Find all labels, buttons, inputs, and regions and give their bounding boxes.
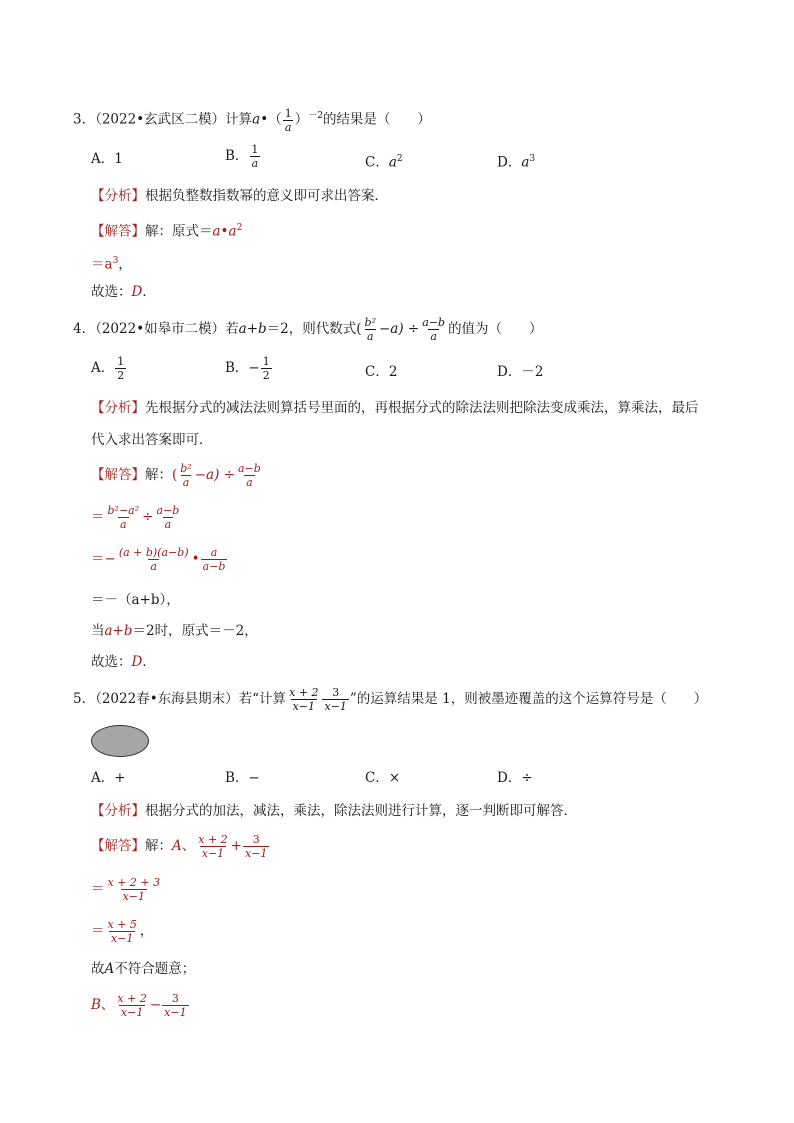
- q4-answer-line5: 当a+b＝2时，原式＝－2，: [91, 623, 258, 639]
- q5-answer-b: B、 $\frac{x + 2}{x-1}$ − $\frac{3}{x-1}$: [91, 992, 187, 1019]
- q5-fraction-1: $\frac{x + 2}{x-1}$: [289, 686, 319, 713]
- analysis-tag: 【分析】: [91, 188, 145, 204]
- q5-option-a[interactable]: A．+: [91, 770, 126, 786]
- q3-stem: 3．（2022•玄武区二模）计算: [73, 111, 253, 128]
- q4-answer-line2: ＝ $\frac{\text{b²−a²}}{a}$ ÷ $\frac{a-b}{a}$: [91, 504, 180, 531]
- analysis-tag: 【分析】: [91, 803, 145, 819]
- q4-fraction-2: $\frac{a-b}{a}$: [422, 316, 446, 343]
- answer-tag: 【解答】: [91, 223, 145, 240]
- q4-answer-line4: ＝－（a+b），: [91, 592, 180, 608]
- q4-option-d[interactable]: D．－2: [497, 364, 544, 380]
- answer-tag: 【解答】: [91, 467, 145, 483]
- q4-stem-line: 4．（2022•如皋市二模）若a+b＝2，则代数式( $\frac{\text{b²}}{a}$ −a) ÷ $\frac{a-b}{a}$ 的值为（ ）: [73, 316, 543, 343]
- q5-answer-line3: ＝ $\frac{x + 5}{x-1}$ ，: [91, 918, 154, 945]
- q3-expr-a: a: [252, 111, 261, 128]
- q5-conclusion-a: 故A不符合题意；: [91, 961, 196, 977]
- q5-analysis: 【分析】根据分式的加法，减法，乘法，除法法则进行计算，逐一判断即可解答．: [91, 803, 577, 819]
- q3-choose: 故选：D．: [91, 284, 156, 300]
- q4-answer-line1: 【解答】解：( $\frac{\text{b²}}{a}$ −a) ÷ $\frac{a-b}{a}$: [91, 462, 261, 489]
- q3-dot: •（: [260, 111, 282, 128]
- q3-stem-line: [73, 106, 431, 134]
- q3-answer: 【解答】解：原式$=a•a^2$: [91, 223, 243, 240]
- q3-step1: $=a^3$，: [91, 256, 132, 273]
- q3-analysis: 【分析】根据负整数指数幂的意义即可求出答案．: [91, 188, 388, 204]
- q4-analysis-line2: 代入求出答案即可．: [91, 432, 213, 448]
- analysis-tag: 【分析】: [91, 400, 145, 416]
- answer-tag: 【解答】: [91, 838, 145, 854]
- ink-blot-image: [91, 725, 149, 757]
- q3-close: ）: [294, 111, 309, 128]
- q3-option-d[interactable]: D．$a^3$: [497, 154, 536, 171]
- q5-option-c[interactable]: C．×: [365, 770, 401, 786]
- q3-option-c[interactable]: C．$a^2$: [365, 154, 403, 171]
- q5-stem-line: 5．（2022春•东海县期末）若“计算 $\frac{x + 2}{x-1}$ $\frac{3}{x-1}$ ”的运算结果是 1，则被墨迹覆盖的这个运算符号是（ ）: [73, 686, 708, 713]
- q5-answer-line2: ＝ $\frac{x + 2 + 3}{x-1}$: [91, 876, 161, 903]
- q3-fraction: $\frac{1}{a}$: [284, 106, 292, 134]
- q4-option-b[interactable]: B．− $\frac{1}{2}$: [225, 355, 270, 382]
- q3-tail: 的结果是（ ）: [322, 111, 431, 128]
- q4-answer-line3: ＝− $\frac{(a + b)(a-b)}{a}$ • $\frac{a}{a-b}$: [91, 546, 226, 573]
- q3-option-b[interactable]: B． $\frac{1}{a}$: [225, 143, 259, 170]
- q5-option-b[interactable]: B．−: [225, 770, 260, 786]
- q4-option-c[interactable]: C．2: [365, 364, 398, 380]
- q5-option-d[interactable]: D．÷: [497, 770, 533, 786]
- q4-fraction-1: $\frac{\text{b²}}{a}$: [364, 316, 376, 343]
- q4-option-a[interactable]: A． $\frac{1}{2}$: [91, 355, 125, 382]
- q4-choose: 故选：D．: [91, 654, 156, 670]
- q5-answer-line1: 【解答】解：A、 $\frac{x + 2}{x-1}$ + $\frac{3}{x-1}$: [91, 833, 268, 860]
- q3-exponent: －2: [308, 111, 323, 121]
- q3-option-a[interactable]: A．1: [91, 151, 123, 167]
- q4-analysis-line1: 【分析】先根据分式的减法法则算括号里面的，再根据分式的除法法则把除法变成乘法，算乘法，最后: [91, 400, 699, 416]
- q5-fraction-2: $\frac{3}{x-1}$: [324, 686, 347, 713]
